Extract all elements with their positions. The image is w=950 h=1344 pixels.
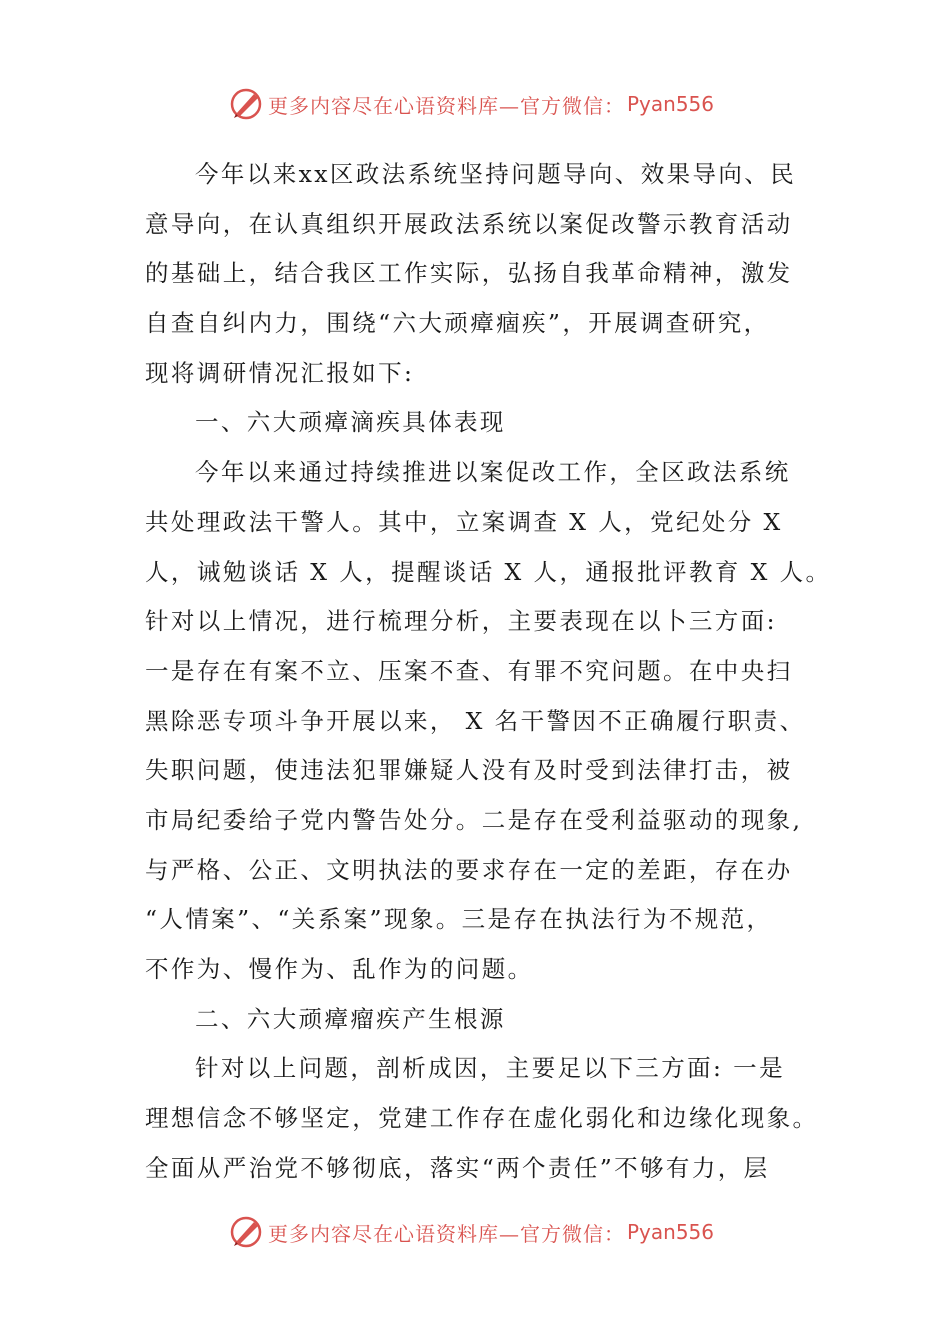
watermark-wechat-id: Pyan556 — [627, 1220, 715, 1244]
section-heading: 二、六大顽瘴瘤疾产生根源 — [195, 1004, 506, 1033]
text-line: 与严格、公正、文明执法的要求存在一定的差距，存在办 — [145, 855, 793, 884]
section-heading: 一、六大顽瘴滴疾具体表现 — [195, 408, 506, 437]
watermark-header — [228, 84, 714, 124]
text-line: 现将调研情况汇报如下: — [145, 358, 415, 387]
text-line: 今年以来xx区政法系统坚持问题导向、效果导向、民 — [195, 160, 797, 188]
text-line: 不作为、慢作为、乱作为的问题。 — [145, 955, 534, 983]
text-line: 的基础上，结合我区工作实际，弘扬自我革命精神，激发 — [145, 259, 793, 288]
text-line: 共处理政法干警人。其中，立案调查 X 人，党纪处分 X — [145, 507, 783, 536]
text-line: 人，诫勉谈话 X 人，提醒谈话 X 人，通报批评教育 X 人。 — [145, 557, 832, 586]
watermark-text: 更多内容尽在心语资料库—官方微信： — [268, 93, 625, 118]
text-line: 黑除恶专项斗争开展以来， X 名干警因不正确履行职责、 — [145, 706, 806, 735]
text-line: 全面从严治党不够彻底，落实“两个责任”不够有力，层 — [145, 1153, 770, 1182]
text-line: “人情案”、“关系案”现象。三是存在执法行为不规范， — [145, 905, 773, 934]
pen-logo-icon — [228, 1214, 264, 1250]
text-line: 意导向，在认真组织开展政法系统以案促改警示教育活动 — [145, 209, 793, 238]
watermark-footer — [228, 1212, 714, 1252]
text-line: 市局纪委给子党内警告处分。二是存在受利益驱动的现象, — [145, 805, 803, 834]
text-line: 今年以来通过持续推进以案促改工作，全区政法系统 — [195, 458, 791, 487]
text-line: 针对以上情况，进行梳理分析，主要表现在以卜三方面: — [145, 607, 777, 636]
document-body — [145, 150, 832, 1193]
text-line: 一是存在有案不立、压案不查、有罪不究问题。在中央扫 — [145, 656, 793, 685]
text-line: 失职问题，使违法犯罪嫌疑人没有及时受到法律打击，被 — [145, 756, 793, 785]
watermark-wechat-id: Pyan556 — [627, 92, 715, 116]
text-line: 自查自纠内力，围绕“六大顽瘴痼疾”，开展调查研究， — [145, 309, 770, 338]
text-line: 针对以上问题，剖析成因，主要足以下三方面: 一是 — [195, 1054, 785, 1083]
pen-logo-icon — [228, 86, 264, 122]
text-line: 理想信念不够坚定，党建工作存在虚化弱化和边缘化现象。 — [145, 1104, 819, 1133]
watermark-text: 更多内容尽在心语资料库—官方微信： — [268, 1221, 625, 1246]
